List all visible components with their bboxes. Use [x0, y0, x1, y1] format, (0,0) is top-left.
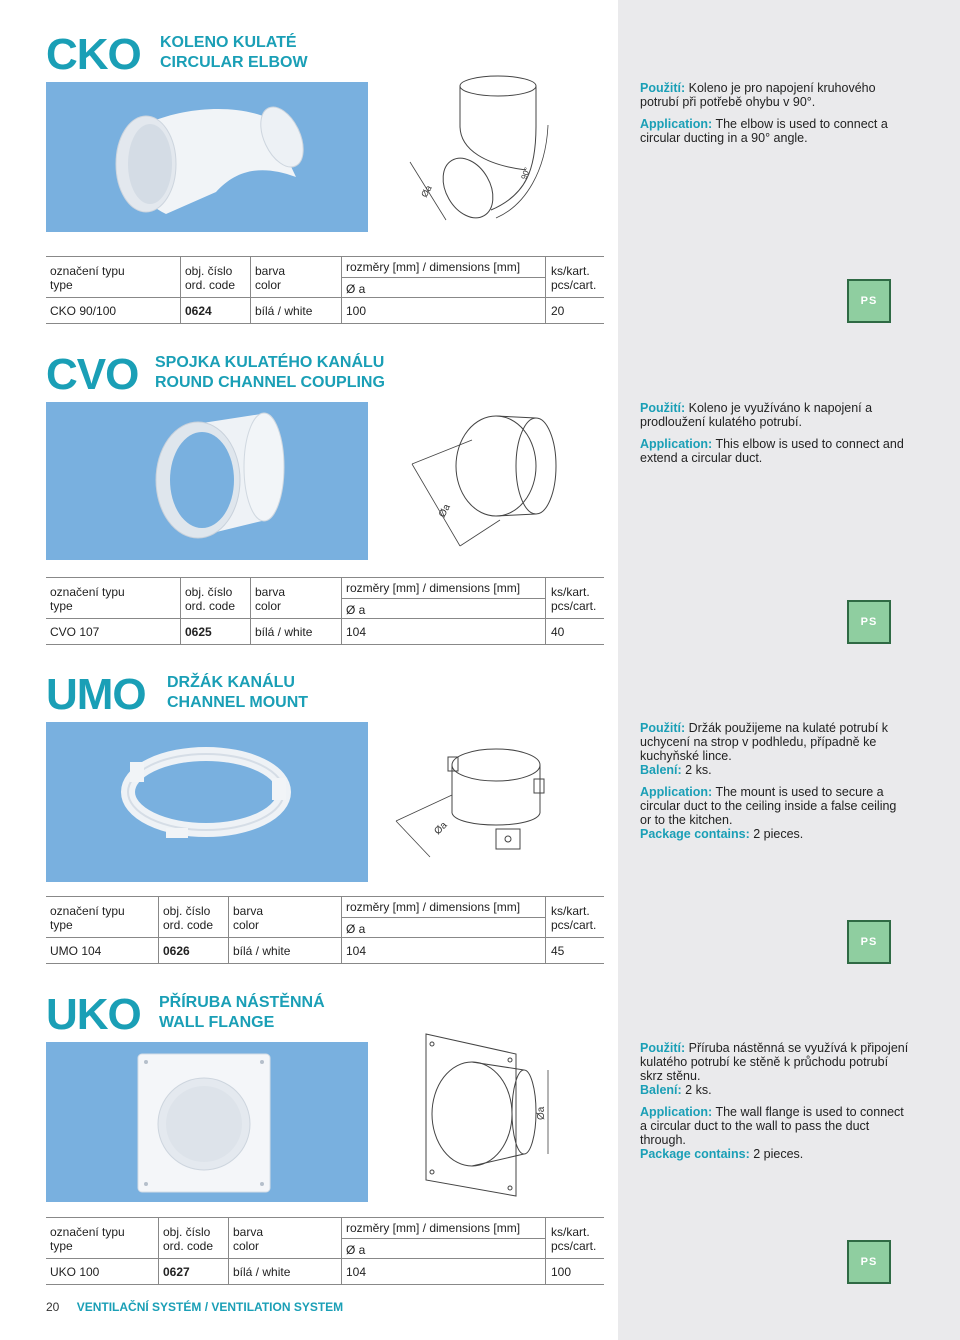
- product-title: [159, 993, 325, 1033]
- pack-label-en: Package contains:: [640, 1147, 750, 1161]
- header-pcs-en: pcs/cart.: [551, 599, 597, 613]
- technical-drawing: [376, 725, 612, 875]
- header-type-en: type: [50, 278, 73, 292]
- usage-label-cz: Použití:: [640, 1041, 686, 1055]
- header-color-en: color: [255, 599, 282, 613]
- product-title: [160, 33, 308, 73]
- pack-cz: 2 ks.: [685, 1083, 712, 1097]
- cell-type: UKO 100: [50, 1265, 100, 1279]
- usage-en: This elbow is used to connect and extend a circular duct.: [640, 437, 904, 465]
- title-cz: DRŽÁK KANÁLU: [167, 674, 295, 691]
- header-code-cz: obj. číslo: [163, 904, 211, 918]
- table-row: [46, 938, 604, 964]
- cell-color: bílá / white: [233, 944, 291, 958]
- cell-ord-code: 0626: [163, 944, 190, 958]
- header-pcs-cz: ks/kart.: [551, 1225, 590, 1239]
- header-dimensions: rozměry [mm] / dimensions [mm]: [346, 1221, 521, 1235]
- header-pcs-en: pcs/cart.: [551, 1239, 597, 1253]
- pack-label-cz: Balení:: [640, 1083, 682, 1097]
- header-color-cz: barva: [233, 904, 264, 918]
- product-description: [640, 401, 910, 473]
- header-code-cz: obj. číslo: [185, 585, 233, 599]
- cell-dim-a: 104: [346, 1265, 367, 1279]
- title-cz: PŘÍRUBA NÁSTĚNNÁ: [159, 994, 325, 1011]
- cell-type: UMO 104: [50, 944, 102, 958]
- dimension-label: Øa: [536, 1106, 547, 1120]
- spec-table: [46, 1217, 604, 1285]
- product-description: [640, 721, 910, 849]
- usage-cz: Držák použijeme na kulaté potrubí k uchycení na strop v podhledu, případně ke kuchyňské lince.: [640, 721, 889, 763]
- header-dim-a: Ø a: [346, 922, 366, 936]
- product-description: [640, 81, 910, 153]
- header-pcs-cz: ks/kart.: [551, 904, 590, 918]
- usage-label-en: Application:: [640, 437, 713, 451]
- cell-ord-code: 0624: [185, 304, 212, 318]
- usage-label-en: Application:: [640, 785, 713, 799]
- usage-cz: Příruba nástěnná se využívá k připojení kulatého potrubí ke stěně k průchodu potrubí skrz stěnu.: [640, 1041, 909, 1083]
- cell-dim-a: 104: [346, 944, 367, 958]
- table-row: [46, 1259, 604, 1285]
- product-photo: [46, 1042, 368, 1202]
- header-color-cz: barva: [233, 1225, 264, 1239]
- title-en: WALL FLANGE: [159, 1014, 275, 1031]
- header-color-cz: barva: [255, 264, 286, 278]
- header-type-cz: označení typu: [50, 904, 125, 918]
- header-pcs-cz: ks/kart.: [551, 264, 590, 278]
- table-header: [46, 1217, 604, 1259]
- header-code-cz: obj. číslo: [185, 264, 233, 278]
- title-en: CIRCULAR ELBOW: [160, 54, 308, 71]
- header-type-cz: označení typu: [50, 264, 125, 278]
- usage-label-en: Application:: [640, 1105, 713, 1119]
- header-type-en: type: [50, 918, 73, 932]
- title-en: CHANNEL MOUNT: [167, 694, 309, 711]
- cell-ord-code: 0625: [185, 625, 212, 639]
- technical-drawing: [376, 400, 612, 560]
- product-code: UKO: [46, 990, 141, 1039]
- cell-type: CVO 107: [50, 625, 100, 639]
- product-description: [640, 1041, 910, 1169]
- title-cz: SPOJKA KULATÉHO KANÁLU: [155, 354, 385, 371]
- product-title: [155, 353, 385, 393]
- header-pcs-en: pcs/cart.: [551, 918, 597, 932]
- spec-table: [46, 896, 604, 964]
- dimension-label: Øa: [419, 183, 434, 199]
- cell-pcs: 40: [551, 625, 565, 639]
- usage-label-cz: Použití:: [640, 721, 686, 735]
- ps-badge: PS: [847, 600, 891, 644]
- usage-label-cz: Použití:: [640, 401, 686, 415]
- usage-label-en: Application:: [640, 117, 713, 131]
- cell-color: bílá / white: [255, 625, 313, 639]
- pack-en: 2 pieces.: [753, 827, 804, 841]
- header-code-en: ord. code: [185, 278, 236, 292]
- pack-cz: 2 ks.: [685, 763, 712, 777]
- pack-en: 2 pieces.: [753, 1147, 804, 1161]
- spec-table: [46, 256, 604, 324]
- cell-ord-code: 0627: [163, 1265, 190, 1279]
- header-type-cz: označení typu: [50, 1225, 125, 1239]
- angle-label: 90°: [519, 166, 533, 181]
- table-row: [46, 619, 604, 645]
- ps-badge: PS: [847, 920, 891, 964]
- usage-en: The elbow is used to connect a circular ducting in a 90° angle.: [640, 117, 888, 145]
- table-row: [46, 298, 604, 324]
- product-photo: [46, 82, 368, 232]
- table-header: [46, 896, 604, 938]
- technical-drawing: [376, 70, 612, 240]
- dimension-label: Øa: [436, 502, 453, 520]
- pack-label-en: Package contains:: [640, 827, 750, 841]
- header-dimensions: rozměry [mm] / dimensions [mm]: [346, 260, 521, 274]
- title-en: ROUND CHANNEL COUPLING: [155, 374, 385, 391]
- header-type-en: type: [50, 1239, 73, 1253]
- cell-pcs: 45: [551, 944, 565, 958]
- header-code-en: ord. code: [163, 918, 214, 932]
- table-header: [46, 577, 604, 619]
- header-dim-a: Ø a: [346, 1243, 366, 1257]
- product-code: CVO: [46, 350, 139, 399]
- product-title: [167, 673, 308, 713]
- cell-pcs: 100: [551, 1265, 572, 1279]
- cell-dim-a: 100: [346, 304, 367, 318]
- header-color-en: color: [233, 918, 260, 932]
- cell-type: CKO 90/100: [50, 304, 117, 318]
- header-color-en: color: [255, 278, 282, 292]
- technical-drawing: [376, 1030, 612, 1200]
- usage-en: The mount is used to secure a circular duct to the ceiling inside a false ceiling or to the kitchen.: [640, 785, 897, 827]
- header-dimensions: rozměry [mm] / dimensions [mm]: [346, 900, 521, 914]
- spec-table: [46, 577, 604, 645]
- usage-en: The wall flange is used to connect a circular duct to the wall to pass the duct through.: [640, 1105, 904, 1147]
- usage-label-cz: Použití:: [640, 81, 686, 95]
- usage-cz: Koleno je pro napojení kruhového potrubí při potřebě ohybu v 90°.: [640, 81, 876, 109]
- product-photo: [46, 722, 368, 882]
- header-pcs-en: pcs/cart.: [551, 278, 597, 292]
- page-footer: [46, 1300, 343, 1314]
- pack-label-cz: Balení:: [640, 763, 682, 777]
- ps-badge: PS: [847, 1240, 891, 1284]
- cell-dim-a: 104: [346, 625, 367, 639]
- header-pcs-cz: ks/kart.: [551, 585, 590, 599]
- header-dim-a: Ø a: [346, 282, 366, 296]
- header-code-en: ord. code: [185, 599, 236, 613]
- header-type-en: type: [50, 599, 73, 613]
- cell-color: bílá / white: [233, 1265, 291, 1279]
- usage-cz: Koleno je využíváno k napojení a prodloužení kulatého potrubí.: [640, 401, 873, 429]
- header-code-cz: obj. číslo: [163, 1225, 211, 1239]
- dimension-label: Øa: [432, 819, 450, 838]
- header-code-en: ord. code: [163, 1239, 214, 1253]
- title-cz: KOLENO KULATÉ: [160, 34, 297, 51]
- product-code: UMO: [46, 670, 146, 719]
- product-photo: [46, 402, 368, 560]
- cell-pcs: 20: [551, 304, 565, 318]
- page-number: 20: [46, 1300, 60, 1314]
- header-dimensions: rozměry [mm] / dimensions [mm]: [346, 581, 521, 595]
- header-color-en: color: [233, 1239, 260, 1253]
- header-color-cz: barva: [255, 585, 286, 599]
- header-type-cz: označení typu: [50, 585, 125, 599]
- header-dim-a: Ø a: [346, 603, 366, 617]
- product-code: CKO: [46, 30, 141, 79]
- cell-color: bílá / white: [255, 304, 313, 318]
- ps-badge: PS: [847, 279, 891, 323]
- table-header: [46, 256, 604, 298]
- footer-label: VENTILAČNÍ SYSTÉM / VENTILATION SYSTEM: [76, 1300, 344, 1314]
